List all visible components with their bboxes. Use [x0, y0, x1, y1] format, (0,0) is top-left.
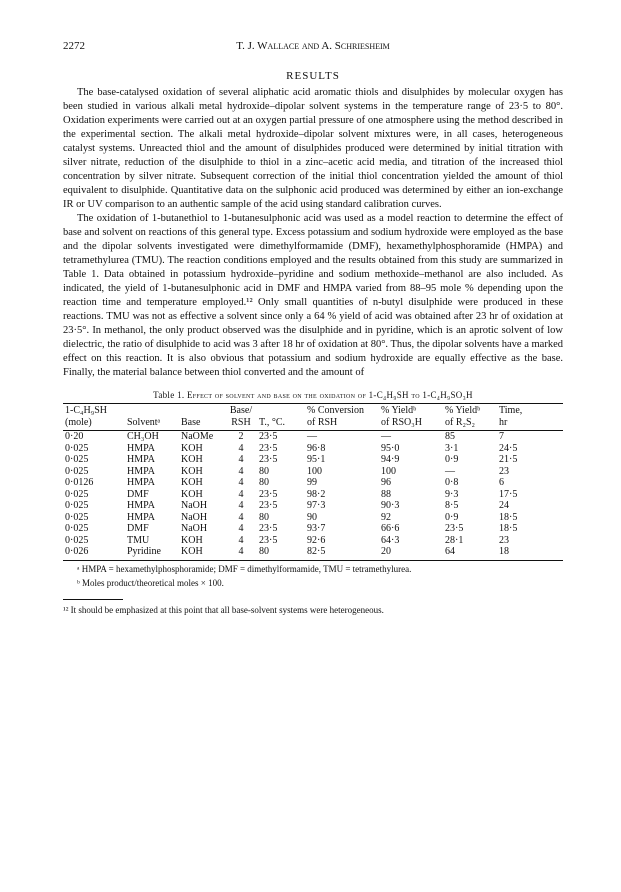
table-cell: 66·6	[381, 523, 400, 534]
table-row	[63, 523, 563, 535]
table-row	[63, 443, 563, 455]
table-caption-text: Effect of solvent and base on the oxidation of 1-C₄H₉SH to 1-C₄H₉SO₃H	[187, 390, 473, 400]
table-cell: 4	[238, 454, 244, 465]
table-cell: 82·5	[307, 546, 326, 557]
table-cell: 0·025	[65, 454, 89, 465]
table-row	[63, 535, 563, 547]
table-cell: 23·5	[259, 454, 278, 465]
table-cell: DMF	[127, 488, 149, 500]
table-cell: 4	[238, 534, 244, 546]
table-cell: 17·5	[499, 488, 518, 500]
table-cell: 80	[259, 465, 269, 477]
table-cell: 4	[238, 465, 244, 477]
table-cell: 64·3	[381, 534, 400, 546]
table-cell: CH₃OH	[127, 431, 159, 442]
table-cell: 0·025	[65, 465, 89, 477]
table-cell: 23·5	[259, 500, 278, 511]
table-cell: 23	[499, 465, 509, 477]
table-row	[63, 500, 563, 512]
table-cell: HMPA	[127, 477, 155, 488]
table-cell: 0·9	[445, 511, 459, 523]
table-cell: 98·2	[307, 488, 326, 500]
table-cell: 21·5	[499, 454, 518, 465]
table-cell: NaOMe	[181, 431, 214, 442]
table-cell: 23·5	[445, 523, 464, 534]
table-cell: 80	[259, 511, 269, 523]
table-cell: 85	[445, 431, 455, 442]
table-row	[63, 477, 563, 489]
table-cell: 0·025	[65, 523, 89, 534]
table-cell: NaOH	[181, 523, 208, 534]
table-cell: 0·025	[65, 534, 89, 546]
table-cell: HMPA	[127, 500, 155, 511]
table-row	[63, 454, 563, 466]
table-cell: —	[445, 465, 455, 477]
table-cell: 28·1	[445, 534, 464, 546]
table-cell: 96	[381, 477, 391, 488]
table-cell: 95·1	[307, 454, 326, 465]
results-table	[63, 403, 563, 561]
table-cell: 4	[238, 500, 244, 511]
table-cell: 93·7	[307, 523, 326, 534]
header-cell: % Conversion of RSH	[307, 405, 364, 428]
table-cell: 24	[499, 500, 509, 511]
table-cell: 92	[381, 511, 391, 523]
table-body	[63, 431, 563, 561]
table-cell: KOH	[181, 534, 203, 546]
table-cell: —	[307, 431, 317, 442]
table-cell: HMPA	[127, 454, 155, 465]
table-cell: 6	[499, 477, 504, 488]
table-cell: 23·5	[259, 523, 278, 534]
page-footnote: ¹² It should be emphasized at this point that all base-solvent systems were heterogeneous.	[63, 604, 384, 615]
header-cell: 1-C₄H₉SH (mole)	[65, 405, 107, 428]
table-cell: 2	[238, 431, 244, 442]
table-cell: KOH	[181, 442, 203, 454]
table-cell: TMU	[127, 534, 150, 546]
table-cell: KOH	[181, 454, 203, 465]
table-cell: 23·5	[259, 431, 278, 442]
table-cell: 4	[238, 546, 244, 557]
table-cell: 94·9	[381, 454, 400, 465]
table-cell: 4	[238, 511, 244, 523]
table-cell: 80	[259, 546, 269, 557]
table-row	[63, 546, 563, 560]
table-cell: 97·3	[307, 500, 326, 511]
table-cell: 0·025	[65, 488, 89, 500]
table-cell: 0·8	[445, 477, 459, 488]
table-caption-label: Table 1.	[153, 390, 185, 400]
header-cell: Base	[181, 417, 201, 428]
table-cell: 0·9	[445, 454, 459, 465]
header-cell: Solventᵃ	[127, 417, 161, 428]
table-row	[63, 431, 563, 443]
page	[63, 40, 563, 616]
table-cell: 0·20	[65, 431, 84, 442]
table-cell: NaOH	[181, 500, 208, 511]
table-cell: 92·6	[307, 534, 326, 546]
table-cell: KOH	[181, 546, 203, 557]
table-cell: 4	[238, 477, 244, 488]
table-footnote: ᵃ HMPA = hexamethylphosphoramide; DMF = dimethylformamide, TMU = tetramethylurea.	[77, 563, 412, 574]
table-cell: 90·3	[381, 500, 400, 511]
table-cell: 23·5	[259, 534, 278, 546]
table-cell: KOH	[181, 488, 203, 500]
table-cell: —	[381, 431, 391, 442]
table-cell: 99	[307, 477, 317, 488]
table-cell: KOH	[181, 465, 203, 477]
header-cell: Base/ RSH	[229, 405, 253, 428]
table-footnote: ᵇ Moles product/theoretical moles × 100.	[77, 577, 224, 588]
table-cell: KOH	[181, 477, 203, 488]
table-cell: 18	[499, 546, 509, 557]
table-cell: 18·5	[499, 523, 518, 534]
table-caption	[63, 390, 563, 400]
paragraph: The base-catalysed oxidation of several aliphatic acid aromatic thiols and disulphides by molecular oxygen has been studied in various alkali metal hydroxide–dipolar solvent systems in the temperature range of 23·5 to 80°. Oxidation experiments were carried out at an oxygen partial pressure of one atmosphere using the method described in the experimental section. The alkali metal hydroxide–dipolar solvent mixtures were, in all cases, heterogeneous catalyst systems. Unreacted thiol and the amount of disulphides produced were determined by initial titration with silver nitrate, reduction of the disulphide to thiol in a zinc–acetic acid media, and titration of the increased thiol concentration by silver nitrate. Subsequent correction of the initial thiol concentration yielded the amount of thiol equivalent to disulphide. Quantitative data on the sulphonic acid produced was determined by either an ion-exchange IR or UV comparison to an authentic sample of the acid using standard calibration curves.	[63, 87, 563, 210]
table-cell: 0·026	[65, 546, 89, 557]
table-cell: 80	[259, 477, 269, 488]
header-cell: % Yieldᵇ of R₂S₂	[445, 405, 481, 428]
table-cell: HMPA	[127, 511, 155, 523]
table-cell: 0·025	[65, 442, 89, 454]
footnote-rule	[63, 599, 123, 600]
table-cell: 4	[238, 488, 244, 500]
table-cell: 64	[445, 546, 455, 557]
table-cell: Pyridine	[127, 546, 161, 557]
table-cell: 24·5	[499, 442, 518, 454]
table-cell: HMPA	[127, 465, 155, 477]
header-cell: T., °C.	[259, 417, 286, 428]
table-cell: 0·025	[65, 511, 89, 523]
table-cell: 23	[499, 534, 509, 546]
table-cell: 95·0	[381, 442, 400, 454]
page-number: 2272	[63, 40, 85, 52]
table-cell: 4	[238, 523, 244, 534]
header-cell: % Yieldᵇ of RSO₃H	[381, 405, 422, 428]
table-cell: 90	[307, 511, 317, 523]
table-cell: 23·5	[259, 442, 278, 454]
table-cell: 23·5	[259, 488, 278, 500]
table-row	[63, 489, 563, 501]
table-cell: 3·1	[445, 442, 459, 454]
running-authors: T. J. Wallace and A. Schriesheim	[236, 40, 390, 52]
table-cell: 88	[381, 488, 391, 500]
table-cell: 20	[381, 546, 391, 557]
table-cell: 100	[381, 465, 396, 477]
table-cell: NaOH	[181, 511, 208, 523]
table-cell: 18·5	[499, 511, 518, 523]
table-cell: DMF	[127, 523, 149, 534]
header-cell: Time, hr	[499, 405, 523, 428]
table-cell: 0·0126	[65, 477, 94, 488]
table-cell: 0·025	[65, 500, 89, 511]
section-title: RESULTS	[286, 70, 340, 82]
table-cell: 96·8	[307, 442, 326, 454]
table-row	[63, 466, 563, 478]
table-cell: 4	[238, 442, 244, 454]
table-cell: 100	[307, 465, 322, 477]
table-row	[63, 512, 563, 524]
table-cell: 7	[499, 431, 504, 442]
table-cell: HMPA	[127, 442, 155, 454]
table-header-row	[63, 404, 563, 431]
running-header	[63, 40, 563, 56]
table-cell: 9·3	[445, 488, 459, 500]
table-cell: 8·5	[445, 500, 459, 511]
paragraph: The oxidation of 1-butanethiol to 1-butanesulphonic acid was used as a model reaction to determine the effect of base and solvent on reactions of this general type. Excess potassium and sodium hydroxide were employed as the base and the dipolar solvents investigated were dimethylformamide (DMF), hexamethylphosphoramide (HMPA) and tetramethylurea (TMU). The reaction conditions employed and the results obtained from this study are summarized in Table 1. Data obtained in potassium hydroxide–pyridine and sodium methoxide–methanol are also included. As indicated, the yield of 1-butanesulphonic acid in DMF and HMPA varied from 88–95 mole % depending upon the reaction time and temperature employed.¹² Only small quantities of n-butyl disulphide were produced in these reactions. TMU was not as effective a solvent since only a 64 % yield of acid was obtained after 23 hr of oxidation at 23·5°. In methanol, the only product observed was the disulphide and in pyridine, which is an aprotic solvent of low dielectric, the ratio of disulphide to acid was 3 after 18 hr of oxidation at 80°. Thus, the dipolar solvents have a marked effect on this reaction. It is also obvious that potassium and sodium hydroxide are equally effective as the base. Finally, the material balance between thiol converted and the amount of	[63, 213, 563, 378]
